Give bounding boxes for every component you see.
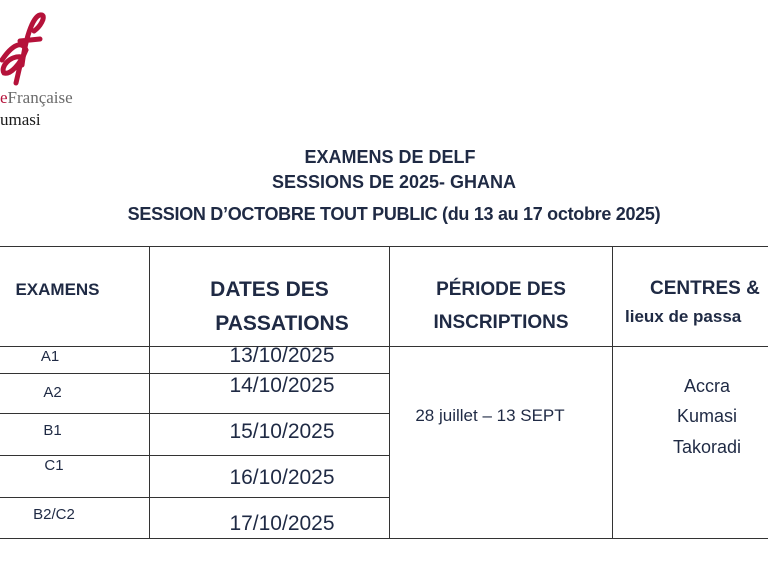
exam-level: B1 [43,422,62,439]
centre-name: Kumasi [676,406,738,426]
row-divider [0,413,389,414]
header-dates-line1: DATES DES [210,278,329,301]
exam-level: C1 [44,457,64,474]
exam-date: 17/10/2025 [229,512,335,535]
alliance-francaise-logo [0,0,130,140]
row-divider [0,455,389,456]
exam-level: B2/C2 [33,506,75,523]
table-border-bottom [0,538,768,539]
exam-schedule-table [0,246,768,539]
registration-period: 28 juillet – 13 SEPT [415,406,565,425]
exam-level: A2 [43,384,62,401]
exam-date: 14/10/2025 [229,374,335,397]
table-border-top [0,246,768,247]
logo-city-text: umasi [0,110,41,129]
header-period-line1: PÉRIODE DES [436,279,566,300]
row-divider [0,497,389,498]
af-script-icon [0,5,50,90]
session-title: SESSION D’OCTOBRE TOUT PUBLIC (du 13 au 17 octobre 2025) [127,204,661,224]
logo-brand-text: eFrançaise [0,88,73,107]
exam-date: 15/10/2025 [229,420,335,443]
header-centres-line1: CENTRES & [650,278,760,299]
header-centres-line2: lieux de passa [625,307,742,326]
page-subtitle: SESSIONS DE 2025- GHANA [271,172,517,192]
exam-date: 13/10/2025 [229,344,335,367]
header-exams: EXAMENS [15,280,100,299]
page-title: EXAMENS DE DELF [304,147,476,167]
header-period-line2: INSCRIPTIONS [433,312,569,333]
centre-name: Takoradi [672,437,742,457]
exam-date: 16/10/2025 [229,466,335,489]
header-dates-line2: PASSATIONS [215,312,349,335]
centre-name: Accra [683,376,730,396]
exam-level: A1 [40,348,60,365]
